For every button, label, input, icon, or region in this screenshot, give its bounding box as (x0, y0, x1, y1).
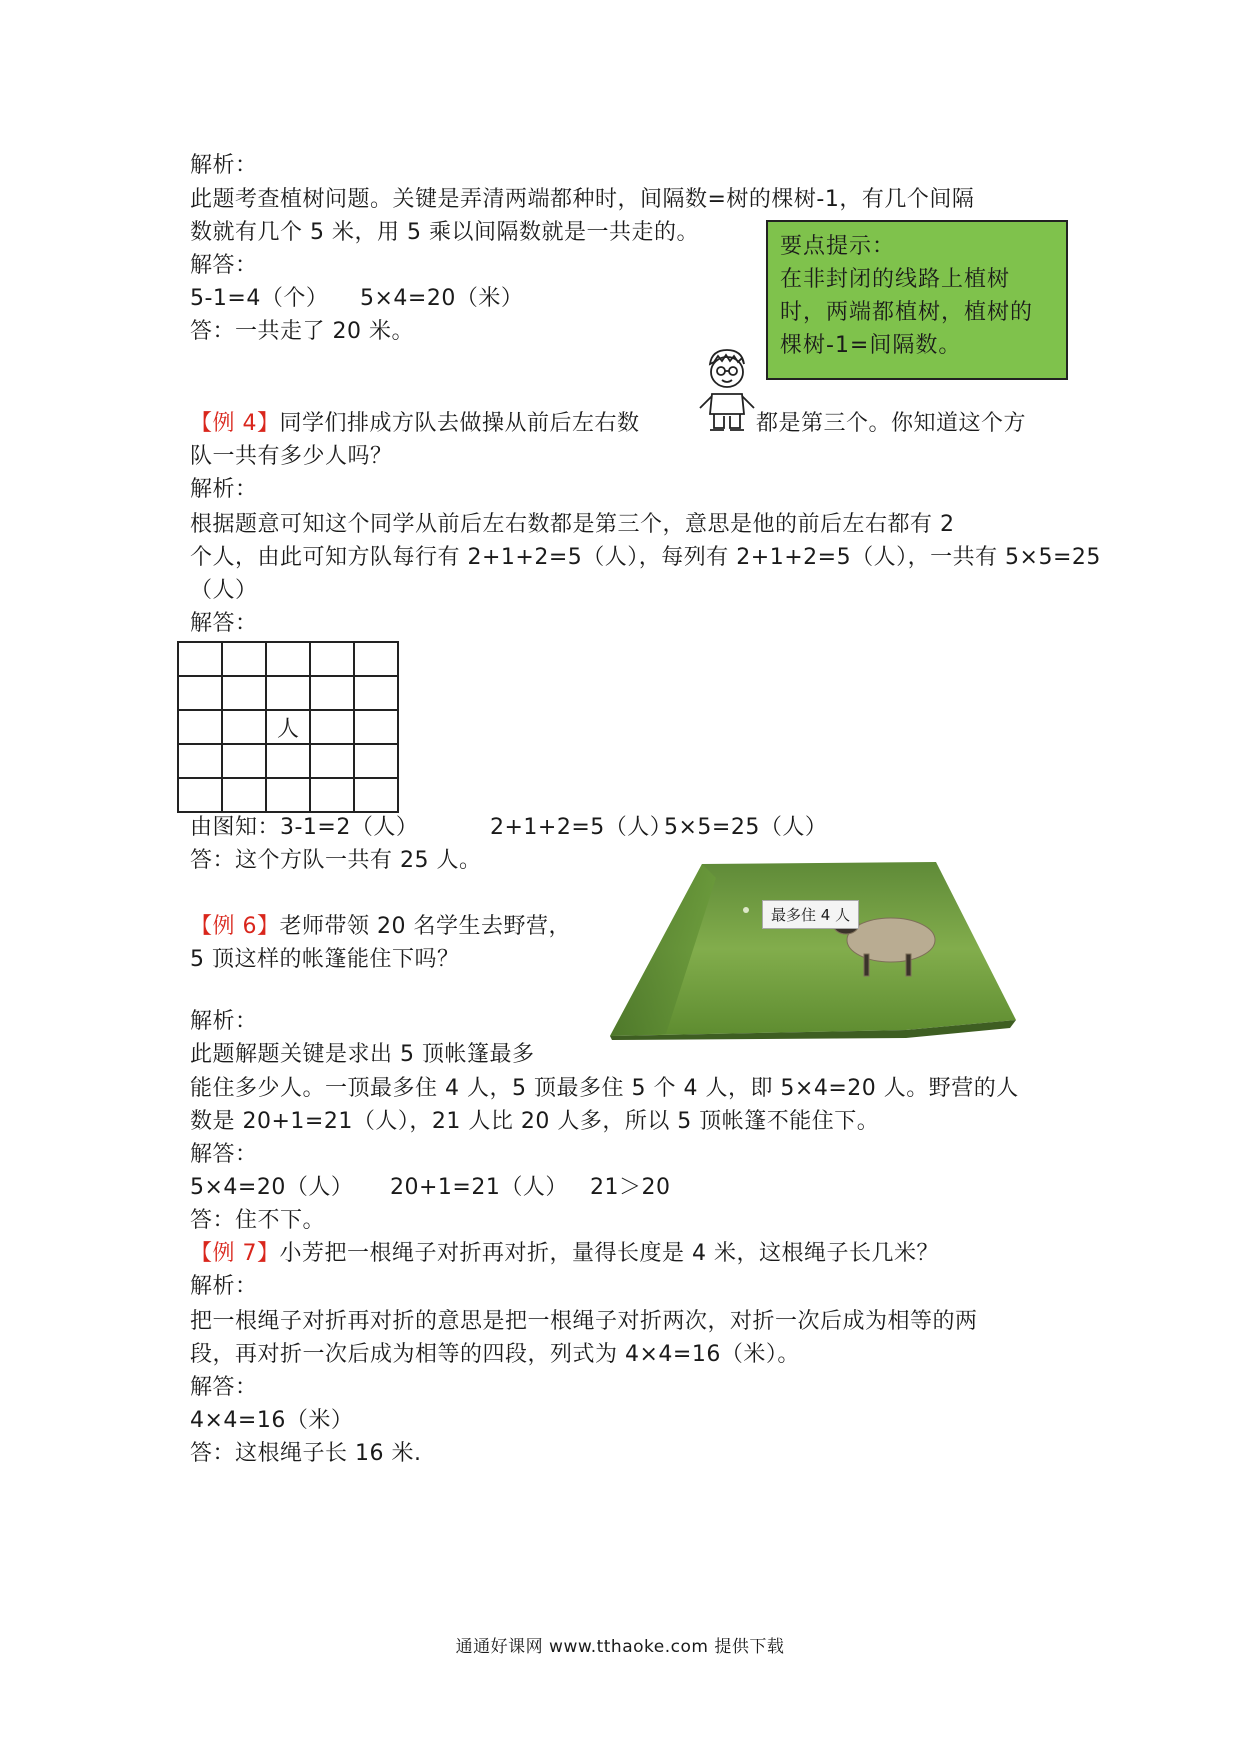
tip-line: 在非封闭的线路上植树 (780, 267, 1011, 292)
tent-capacity-label: 最多住 4 人 (762, 900, 859, 929)
analysis-text: 段，再对折一次后成为相等的四段，列式为 4×4=16（米）。 (190, 1342, 800, 1367)
page-footer: 通通好课网 www.tthaoke.com 提供下载 (455, 1637, 785, 1657)
analysis-text: （人） (190, 578, 258, 603)
analysis-text: 个人，由此可知方队每行有 2+1+2=5（人），每列有 2+1+2=5（人），一共有 5×5=25 (190, 545, 1101, 570)
solution-eq: 5×4=20（人） (190, 1175, 354, 1200)
analysis-text: 此题考查植树问题。关键是弄清两端都种时，间隔数=树的棵树-1，有几个间隔 (190, 187, 975, 212)
analysis-label: 解析： (190, 1009, 258, 1034)
analysis-label: 解析： (190, 477, 258, 502)
example4-question-cont: 都是第三个。你知道这个方 (756, 411, 1027, 436)
tip-line: 时，两端都植树，植树的 (780, 300, 1034, 325)
example6-question: 【例 6】老师带领 20 名学生去野营， (190, 914, 571, 939)
solution-eq: 5×5=25（人） (664, 815, 828, 840)
solution-eq: 20+1=21（人） (390, 1175, 568, 1200)
tip-box (766, 220, 1068, 380)
solution-label: 解答： (190, 1142, 258, 1167)
grid-person-cell: 人 (266, 710, 310, 744)
formation-grid (177, 641, 399, 813)
example-tag: 【例 6】 (190, 914, 280, 939)
answer-text: 答：这个方队一共有 25 人。 (190, 848, 482, 873)
solution-eq: 2+1+2=5（人） (490, 815, 673, 840)
analysis-label: 解析： (190, 153, 258, 178)
answer-text: 答：这根绳子长 16 米. (190, 1441, 422, 1466)
solution-label: 解答： (190, 1375, 258, 1400)
example-tag: 【例 4】 (190, 411, 280, 436)
tip-title: 要点提示： (780, 234, 896, 259)
answer-text: 答：一共走了 20 米。 (190, 319, 414, 344)
analysis-text: 此题解题关键是求出 5 顶帐篷最多 (190, 1042, 535, 1067)
solution-eq: 5-1=4（个） (190, 286, 329, 311)
solution-eq: 21＞20 (590, 1175, 671, 1200)
example4-question-cont: 队一共有多少人吗？ (190, 444, 393, 469)
tip-line: 棵树-1=间隔数。 (780, 333, 962, 358)
example-tag: 【例 7】 (190, 1241, 280, 1266)
analysis-text: 数就有几个 5 米，用 5 乘以间隔数就是一共走的。 (190, 220, 699, 245)
analysis-text: 把一根绳子对折再对折的意思是把一根绳子对折两次，对折一次后成为相等的两 (190, 1309, 978, 1334)
example4-question: 【例 4】同学们排成方队去做操从前后左右数 (190, 411, 640, 436)
analysis-text: 能住多少人。一顶最多住 4 人，5 顶最多住 5 个 4 人，即 5×4=20 人。野营的人 (190, 1076, 1019, 1101)
solution-eq: 5×4=20（米） (360, 286, 524, 311)
analysis-label: 解析： (190, 1274, 258, 1299)
solution-eq: 由图知：3-1=2（人） (190, 815, 419, 840)
tent-image (606, 858, 1026, 1040)
answer-text: 答：住不下。 (190, 1208, 326, 1233)
solution-eq: 4×4=16（米） (190, 1408, 354, 1433)
solution-label: 解答： (190, 611, 258, 636)
example6-question-cont: 5 顶这样的帐篷能住下吗？ (190, 947, 460, 972)
solution-label: 解答： (190, 253, 258, 278)
example7-question: 【例 7】小芳把一根绳子对折再对折，量得长度是 4 米，这根绳子长几米？ (190, 1241, 939, 1266)
boy-cartoon-icon (692, 344, 762, 434)
analysis-text: 根据题意可知这个同学从前后左右数都是第三个，意思是他的前后左右都有 2 (190, 512, 955, 537)
analysis-text: 数是 20+1=21（人），21 人比 20 人多，所以 5 顶帐篷不能住下。 (190, 1109, 880, 1134)
